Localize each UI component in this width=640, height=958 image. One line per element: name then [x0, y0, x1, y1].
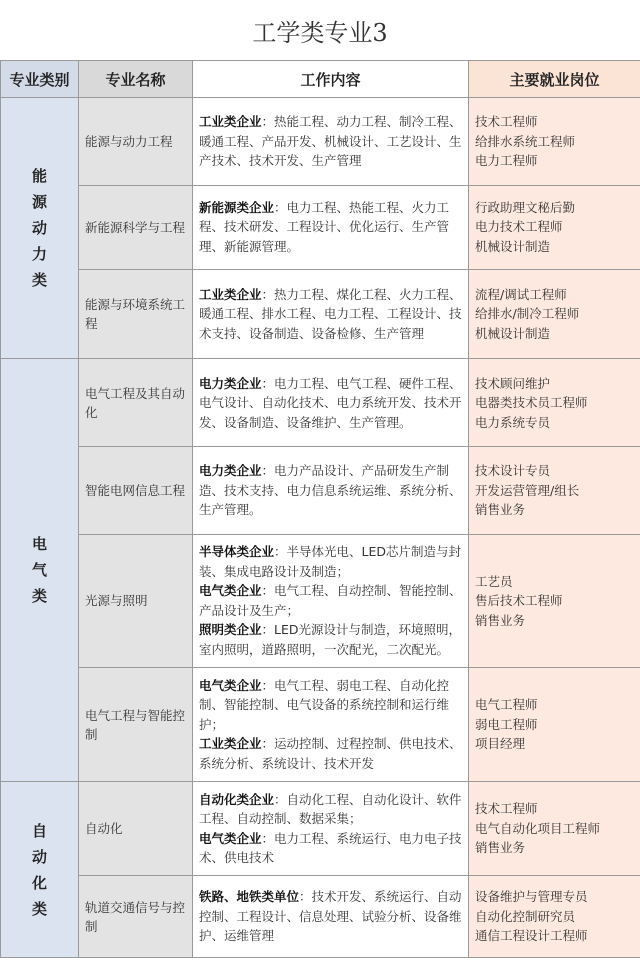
header-category: 专业类别	[1, 61, 79, 98]
job-item: 给排水系统工程师	[475, 133, 576, 149]
table-body	[1, 98, 640, 958]
job-list	[469, 359, 640, 447]
job-item: 销售业务	[475, 840, 526, 856]
employer-type: 工业类企业	[199, 286, 262, 302]
job-item: 技术设计专员	[475, 463, 551, 479]
work-content	[193, 447, 469, 535]
category-cell	[1, 98, 79, 359]
major-name: 光源与照明	[79, 535, 193, 668]
category-label: 电气类	[31, 535, 47, 606]
employer-type: 新能源类企业	[199, 199, 275, 215]
job-item: 弱电工程师	[475, 716, 538, 732]
employer-type: 工业类企业	[199, 736, 262, 752]
table-row	[1, 359, 640, 447]
header-row	[1, 61, 640, 98]
employer-type: 自动化类企业	[199, 791, 275, 807]
job-item: 设备维护与管理专员	[475, 889, 588, 905]
category-label: 自动化类	[31, 821, 47, 918]
job-list	[469, 782, 640, 876]
job-item: 自动化控制研究员	[475, 908, 576, 924]
table-row	[1, 876, 640, 958]
job-list	[469, 535, 640, 668]
category-cell	[1, 782, 79, 958]
job-item: 机械设计制造	[475, 238, 551, 254]
job-list	[469, 269, 640, 359]
table-row	[1, 185, 640, 269]
job-item: 售后技术工程师	[475, 593, 563, 609]
work-text: ：电力工程、系统运行、电力电子技术、供电技术	[199, 830, 462, 866]
work-text: ：电气工程、弱电工程、自动化控制、智能控制、电气设备的系统控制和运行维护；	[199, 677, 450, 732]
work-text: ：电力工程、热能工程、火力工程、技术研发、工程设计、优化运行、生产管理、新能源管理。	[199, 199, 450, 254]
employer-type: 电气类企业	[199, 677, 262, 693]
table-row	[1, 269, 640, 359]
work-text: ：LED光源设计与制造，环境照明，室内照明，道路照明，一次配光，二次配光。	[199, 622, 462, 657]
job-item: 通信工程设计工程师	[475, 928, 588, 944]
work-content	[193, 98, 469, 186]
major-name: 电气工程及其自动化	[79, 359, 193, 447]
job-item: 开发运营管理/组长	[475, 482, 580, 498]
major-name: 电气工程与智能控制	[79, 667, 193, 781]
job-item: 项目经理	[475, 736, 526, 752]
job-list	[469, 667, 640, 781]
work-text: ：运动控制、过程控制、供电技术、系统分析、系统设计、技术开发	[199, 736, 462, 771]
table-row	[1, 535, 640, 668]
page-title: 工学类专业3	[0, 0, 640, 60]
major-name: 新能源科学与工程	[79, 185, 193, 269]
job-item: 电器类技术员工程师	[475, 395, 588, 411]
table-row	[1, 98, 640, 186]
work-text: ：电气工程、自动控制、智能控制、产品设计及生产；	[199, 583, 462, 618]
work-content	[193, 782, 469, 876]
job-item: 销售业务	[475, 502, 526, 518]
work-text: ：热力工程、煤化工程、火力工程、暖通工程、排水工程、电力工程、工程设计、技术支持、设备制造、设备检修、生产管理	[199, 286, 462, 341]
work-content	[193, 185, 469, 269]
employer-type: 工业类企业	[199, 114, 262, 130]
job-item: 电气自动化项目工程师	[475, 820, 601, 836]
category-cell	[1, 359, 79, 782]
table-row	[1, 667, 640, 781]
header-jobs: 主要就业岗位	[469, 61, 640, 98]
work-content	[193, 876, 469, 958]
job-item: 技术工程师	[475, 801, 538, 817]
job-list	[469, 447, 640, 535]
work-text: ：半导体光电、LED芯片制造与封装、集成电路设计及制造；	[199, 544, 462, 579]
employer-type: 电力类企业	[199, 463, 262, 479]
job-item: 流程/调试工程师	[475, 286, 567, 302]
job-item: 工艺员	[475, 573, 513, 589]
employer-type: 铁路、地铁类单位	[199, 889, 300, 905]
job-item: 技术工程师	[475, 114, 538, 130]
employer-type: 半导体类企业	[199, 544, 275, 560]
header-major: 专业名称	[79, 61, 193, 98]
major-name: 智能电网信息工程	[79, 447, 193, 535]
employer-type: 电力类企业	[199, 375, 262, 391]
work-content	[193, 269, 469, 359]
work-content	[193, 667, 469, 781]
table-row	[1, 447, 640, 535]
work-text: ：电力工程、电气工程、硬件工程、电气设计、自动化技术、电力系统开发、技术开发、设备制造、设备维护、生产管理。	[199, 375, 462, 430]
major-name: 自动化	[79, 782, 193, 876]
major-name: 能源与动力工程	[79, 98, 193, 186]
work-text: ：热能工程、动力工程、制冷工程、暖通工程、产品开发、机械设计、工艺设计、生产技术、技术开发、生产管理	[199, 114, 462, 169]
job-item: 技术顾问维护	[475, 375, 551, 391]
work-content	[193, 535, 469, 668]
work-text: ：技术开发、系统运行、自动控制、工程设计、信息处理、试验分析、设备维护、运维管理	[199, 889, 462, 944]
majors-table	[0, 60, 640, 958]
job-item: 行政助理文秘后勤	[475, 199, 576, 215]
job-item: 电气工程师	[475, 697, 538, 713]
header-work: 工作内容	[193, 61, 469, 98]
job-item: 销售业务	[475, 612, 526, 628]
work-content	[193, 359, 469, 447]
job-list	[469, 876, 640, 958]
job-list	[469, 185, 640, 269]
work-text: ：自动化工程、自动化设计、软件工程、自动控制、数据采集；	[199, 791, 462, 827]
work-text: ：电力产品设计、产品研发生产制造、技术支持、电力信息系统运维、系统分析、生产管理。	[199, 463, 462, 518]
job-item: 电力工程师	[475, 153, 538, 169]
job-item: 电力技术工程师	[475, 219, 563, 235]
employer-type: 照明类企业	[199, 622, 262, 638]
job-list	[469, 98, 640, 186]
major-name: 轨道交通信号与控制	[79, 876, 193, 958]
job-item: 电力系统专员	[475, 414, 551, 430]
job-item: 机械设计制造	[475, 325, 551, 341]
employer-type: 电气类企业	[199, 583, 262, 599]
major-name: 能源与环境系统工程	[79, 269, 193, 359]
category-label: 能源动力类	[31, 167, 47, 290]
employer-type: 电气类企业	[199, 830, 262, 846]
job-item: 给排水/制冷工程师	[475, 306, 580, 322]
table-row	[1, 782, 640, 876]
